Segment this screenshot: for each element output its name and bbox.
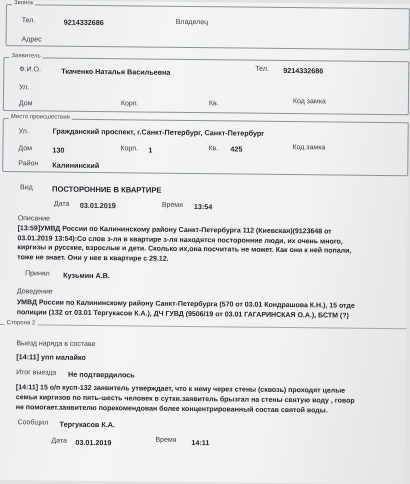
incident-street-label: Ул. — [18, 128, 29, 136]
description-line: 03.01.2019 13:54):Со слов з-ля в квартире з-ля находятся посторонние люди, их очень много, — [17, 234, 343, 246]
dispatch-label: Выезд наряда в составе — [16, 340, 96, 349]
side2-time: 14:11 — [191, 438, 210, 448]
description-line: тоже не знает. Они у нее в квартире с 29.12. — [17, 253, 169, 263]
result-label: Итог выезда — [16, 369, 57, 377]
side2-time-label: Время — [155, 436, 177, 444]
applicant-section-title: Заявитель — [11, 53, 41, 60]
reported-label: Сообщил — [17, 419, 49, 427]
applicant-kv-label: Кв. — [208, 100, 219, 108]
incident-district-label: Район — [18, 160, 39, 168]
incident-kv-label: Кв. — [208, 145, 219, 153]
caller-section — [6, 4, 410, 50]
report-line: [14:11] 15 о/п кусп-132 заявитель утверждает, что к нему через стены (сквозь) проходят целые — [15, 384, 346, 395]
report-line: семьи киргизов по пять-шесть человек в сутки.заявитель брызгал на стены святую воду , говор — [15, 394, 355, 405]
incident-house-label: Дом — [18, 145, 33, 153]
caller-phone-label: Тел. — [21, 17, 36, 25]
incident-kv: 425 — [230, 144, 243, 154]
type-time: 13:54 — [193, 202, 213, 212]
applicant-lock-label: Код замка — [292, 98, 326, 106]
type-date: 03.01.2019 — [79, 200, 116, 211]
side2-date-label: Дата — [51, 437, 67, 445]
type-value: ПОСТОРОННИЕ В КВАРТИРЕ — [51, 184, 162, 195]
caller-section-title: Звонок — [13, 0, 34, 7]
result-value: Не подтвердилось — [68, 369, 135, 380]
notified-label: Доведение — [16, 288, 53, 296]
applicant-korp-label: Корп. — [120, 100, 139, 108]
side2-date: 03.01.2019 — [75, 437, 112, 448]
description-line: киргизы и русские, взрослые и дети. Сколько их,она посчитать не может. Как они к ней попали, — [17, 244, 352, 255]
description-line: [13:59]УМВД России по Калининскому району Санкт-Петербурга 112 (Киевская)(9123648 от — [17, 225, 332, 236]
description-label: Описание — [17, 215, 50, 223]
caller-phone: 9214332686 — [63, 17, 104, 28]
incident-district: Калининский — [52, 160, 100, 171]
notified-line: полиции (132 от 03.01 Тергукасов К.А.), ДЧ ГУВД (9506/19 от 03.01 ГАГАРИНСКАЯ О.А.), БСТМ (?) — [16, 309, 349, 320]
type-date-label: Дата — [53, 200, 70, 208]
side2-divider — [0, 324, 407, 329]
incident-house: 130 — [52, 145, 65, 155]
incident-korp: 1 — [148, 145, 153, 155]
applicant-fio-label: Ф.И.О. — [19, 66, 41, 74]
notified-line: УМВД России по Калининскому району Санкт-Петербурга (570 от 03.01 Кондрашова К.Н.), 15 отде — [16, 299, 355, 310]
applicant-house-label: Дом — [18, 100, 33, 108]
accepted-label: Принял — [25, 270, 50, 278]
side2-section-title: Сторона 2 — [6, 320, 36, 327]
caller-owner-label: Владелец — [175, 18, 209, 27]
incident-korp-label: Корп. — [120, 145, 139, 153]
applicant-fio: Ткаченко Наталья Васильевна — [61, 66, 171, 77]
applicant-phone-label: Тел. — [255, 65, 269, 73]
incident-lock-label: Код замка — [292, 144, 326, 152]
accepted-value: Кузьмин А.В. — [63, 270, 110, 281]
reported-value: Тергукасов К.А. — [59, 419, 115, 430]
report-line: не помогает.заявителю порекомендован более концентрированный состав святой воды. — [15, 404, 328, 415]
applicant-street-label: Ул. — [19, 84, 30, 92]
incident-section-title: Место происшествия — [10, 114, 70, 121]
incident-street: Гражданский проспект, г.Санкт-Петербург, Санкт-Петербург — [52, 126, 265, 138]
type-time-label: Время — [161, 201, 183, 209]
type-label: Вид — [19, 184, 33, 192]
applicant-phone: 9214332686 — [283, 65, 324, 76]
dispatch-value: [14:11] упп малайко — [16, 352, 86, 362]
caller-address-label: Адрес — [21, 36, 42, 44]
